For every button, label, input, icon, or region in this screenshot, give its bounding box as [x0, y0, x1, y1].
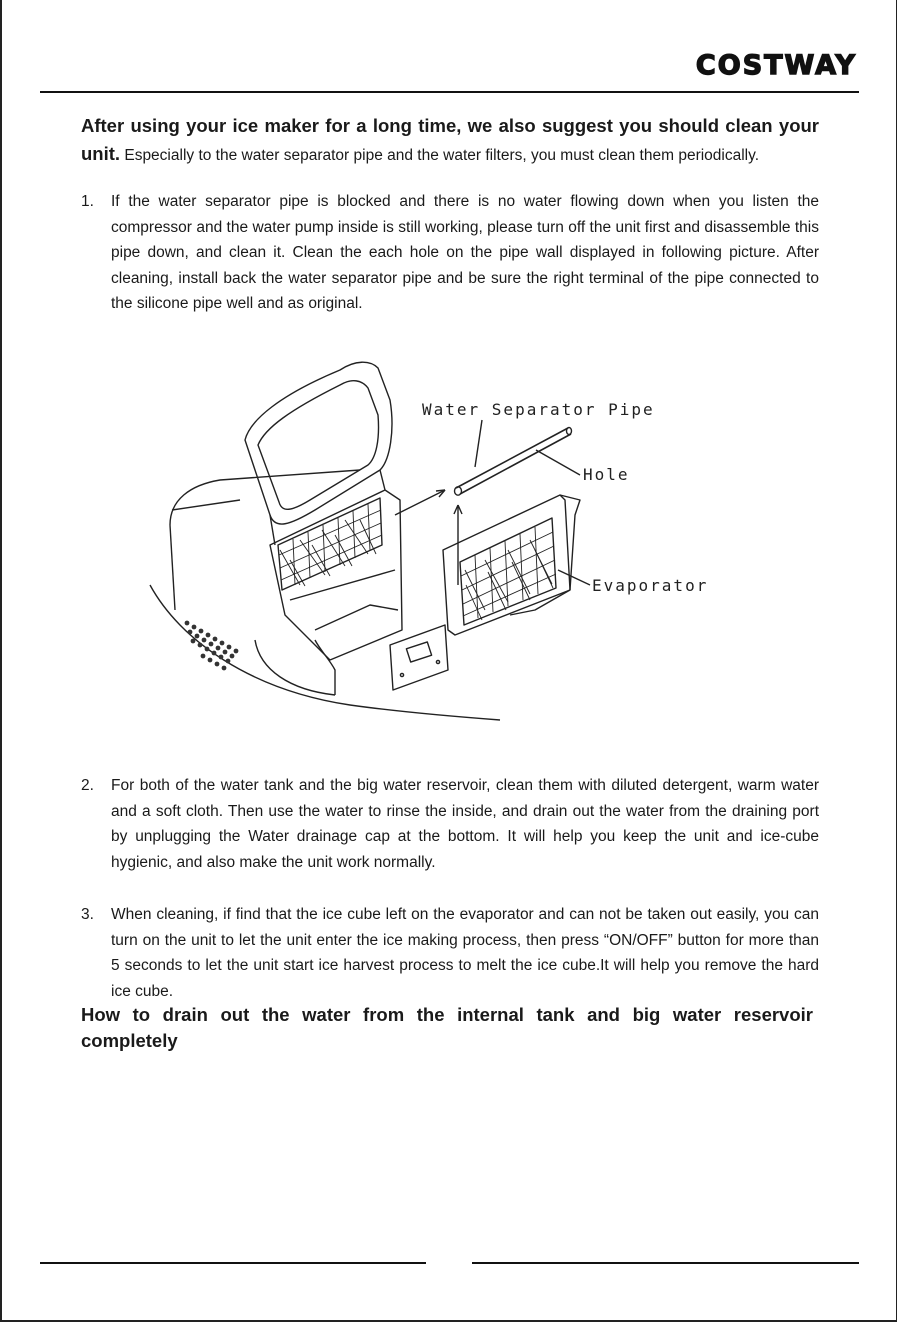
step-number: 2. [81, 777, 94, 794]
step-number: 3. [81, 906, 94, 923]
ice-maker-illustration [140, 340, 740, 730]
ice-maker-drawing [140, 340, 740, 730]
step-number: 1. [81, 193, 94, 210]
section-heading-line1: How to drain out the water from the internal tank and big water reservoir [81, 1004, 813, 1025]
intro-paragraph [81, 113, 819, 168]
label-water-separator-pipe: Water Separator Pipe [422, 400, 655, 419]
step-text: For both of the water tank and the big water reservoir, clean them with diluted detergent, warm water and a soft cloth. Then use the water to rinse the inside, and drain out the water from the draining port by unplugging the Water drainage cap at the bottom. It will help you keep the unit and ice-cube hygienic, and also make the unit work normally. [111, 777, 819, 871]
step-text: If the water separator pipe is blocked and there is no water flowing down when you listen the compressor and the water pump inside is still working, please turn off the unit first and disassemble this pipe down, and clean it. Clean the each hole on the pipe wall displayed in following picture. After cleaning, install back the water separator pipe and be sure the right terminal of the pipe connected to the silicone pipe well and as original. [111, 193, 819, 312]
step-text: When cleaning, if find that the ice cube left on the evaporator and can not be taken out easily, you can turn on the unit to let the unit enter the ice making process, then press “ON/OFF” button for more than 5 seconds to let the unit start ice harvest process to melt the ice cube.It will help you remove the hard ice cube. [111, 906, 819, 1000]
step-3 [81, 902, 819, 1004]
header-rule [40, 91, 859, 93]
step-2 [81, 773, 819, 875]
footer-rule-left [40, 1262, 426, 1264]
label-hole: Hole [583, 465, 630, 484]
step-1 [81, 189, 819, 317]
section-heading-line2: completely [81, 1030, 178, 1051]
intro-text: Especially to the water separator pipe and the water filters, you must clean them periodically. [120, 146, 760, 164]
label-evaporator: Evaporator [592, 576, 709, 595]
section-heading [81, 1002, 813, 1054]
intro-bold: After using your ice maker for a long time, we also suggest you should clean your unit. [81, 115, 819, 164]
brand-logo: COSTWAY [695, 50, 857, 81]
footer-rule-right [472, 1262, 859, 1264]
